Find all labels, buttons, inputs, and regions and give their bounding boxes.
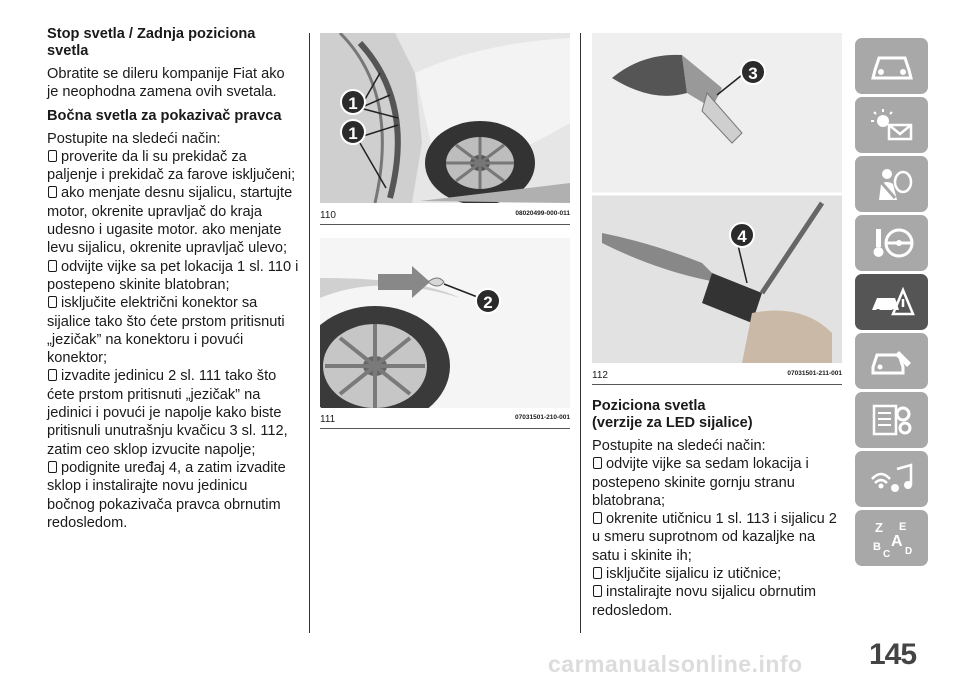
car-icon[interactable] [855,38,928,94]
checklist-gears-icon[interactable] [855,392,928,448]
figure-number: 111 [320,414,336,425]
car-breakdown-warning-icon[interactable] [855,274,928,330]
figure-number: 112 [592,370,608,381]
checkbox-bullet-icon [593,457,602,469]
figure-111-caption [320,414,570,426]
airbag-seatbelt-icon[interactable] [855,156,928,212]
procedure-step: okrenite utičnicu 1 sl. 113 i sijalicu 2 u smeru suprotnom od kazaljke na satu i skinite ih; [592,511,837,564]
procedure-step: odvijte vijke sa pet lokacija 1 sl. 110 i postepeno skinite blatobran; [47,258,299,293]
section-title-side-indicators: Bočna svetla za pokazivač pravca [47,107,282,124]
figure-rule [320,428,570,429]
procedure-step: instalirajte novu sijalicu obrnutim redosledom. [592,584,817,619]
procedure-step: odvijte vijke sa sedam lokacija i postepeno skinite gornju stranu blatobrana; [592,456,809,509]
right-column [592,398,844,620]
watermark: carmanualsonline.info [548,651,803,677]
checkbox-bullet-icon [48,186,57,198]
checkbox-bullet-icon [48,369,57,381]
alphabetical-index-icon[interactable] [855,510,928,566]
procedure-step: isključite sijalicu iz utičnice; [592,565,844,583]
light-envelope-icon[interactable] [855,97,928,153]
svg-text:C: C [882,549,890,558]
checkbox-bullet-icon [48,150,57,162]
procedure-step: podignite uređaj 4, a zatim izvadite sklop i instalirajte novu jedinicu bočnog pokazivača pravca obrnutim redosledom. [47,459,286,531]
multimedia-icon[interactable] [855,451,928,507]
figure-110-image [320,33,570,203]
section-title-stop-lights: Stop svetla / Zadnja poziciona svetla [47,26,256,59]
figure-111-image [320,238,570,408]
checkbox-bullet-icon [593,512,602,524]
figure-code: 07031501-210-001 [515,414,570,421]
svg-text:B: B [872,541,881,553]
figure-rule [320,224,570,225]
chapter-sidebar [855,38,930,569]
column-divider [309,33,310,633]
figure-112-caption [592,370,842,382]
checkbox-bullet-icon [48,296,57,308]
callout-label: 1 [340,89,366,115]
procedure-step: ako menjate desnu sijalicu, startujte motor, okrenite upravljač do kraja udesno i ugasite motor. ako menjate levu sijalicu, okrenite upravljač ulevo; [47,185,293,257]
section-title-position-lights: Poziciona svetla [592,398,706,414]
figure-rule [592,384,842,385]
procedure-step: proverite da li su prekidač za paljenje i prekidač za farove isključeni; [47,148,296,184]
column-divider [580,33,581,633]
procedure-intro: Postupite na sledeći način: [592,438,766,454]
section-subtitle-led: (verzije za LED sijalice) [592,415,753,431]
left-column [47,26,299,532]
procedure-step: isključite električni konektor sa sijalice tako što ćete prstom pritisnuti „jezičak” na konektoru i povući konektor; [47,295,285,367]
figure-code: 07031501-211-001 [787,370,842,377]
svg-text:E: E [898,521,906,533]
callout-label: 1 [340,119,366,145]
section-text-stop-lights: Obratite se dileru kompanije Fiat ako je neophodna zamena ovih svetala. [47,66,285,101]
svg-text:D: D [904,546,912,557]
figure-112-image [592,33,842,363]
svg-text:A: A [890,533,903,550]
procedure-step: izvadite jedinicu 2 sl. 111 tako što ćete prstom pritisnuti „jezičak” na jedinici i povući je napolje kako biste pritisnuli unutrašnju kvačicu 3 sl. 112, zatim ceo sklop izvucite napolje; [47,368,288,458]
key-steering-wheel-icon[interactable] [855,215,928,271]
checkbox-bullet-icon [593,567,602,579]
callout-label: 4 [729,222,755,248]
car-tools-icon[interactable] [855,333,928,389]
svg-text:Z: Z [874,520,883,535]
figure-number: 110 [320,210,336,221]
checkbox-bullet-icon [48,260,57,272]
checkbox-bullet-icon [48,461,57,473]
figure-110-caption [320,210,570,222]
checkbox-bullet-icon [593,585,602,597]
callout-label: 3 [740,59,766,85]
callout-label: 2 [475,288,501,314]
procedure-intro: Postupite na sledeći način: [47,130,221,147]
figure-code: 08020499-000-011 [515,210,570,217]
page-number: 145 [869,638,917,671]
